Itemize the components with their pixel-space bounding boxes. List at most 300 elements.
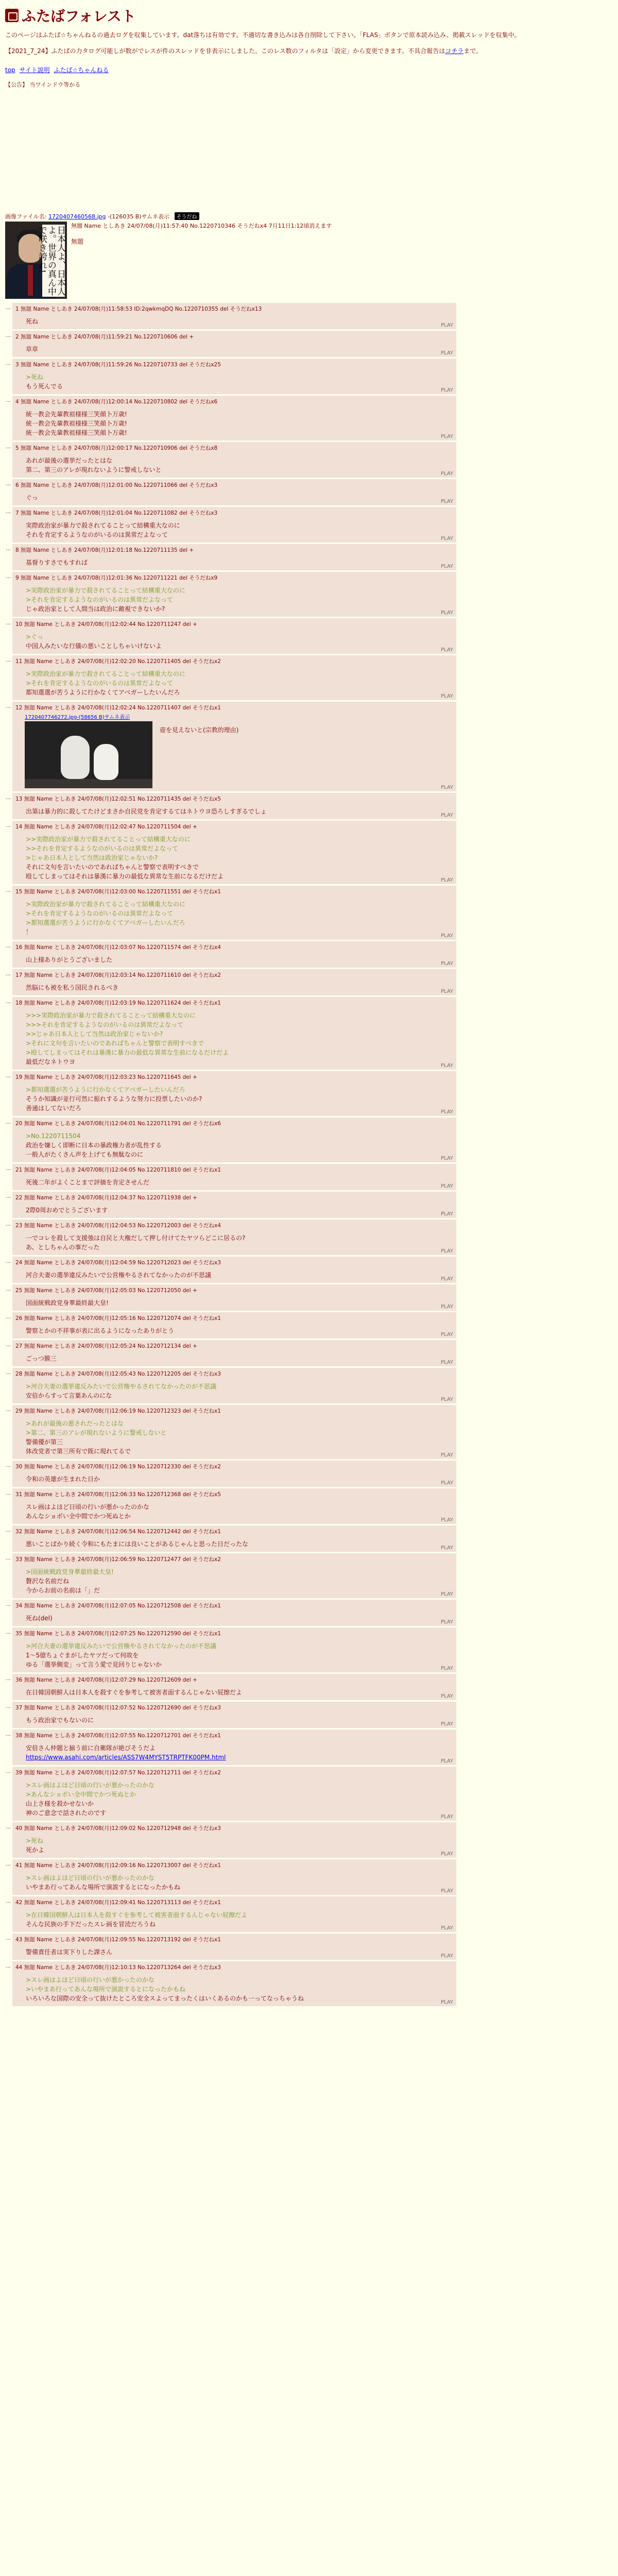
reply-meta: 無題 Name としあき 24/07/08(月)11:59:26 No.1220710733 del そうだねx25 bbox=[21, 361, 221, 368]
reply-line: もう政治家でもないのに bbox=[26, 1716, 94, 1724]
reply-body bbox=[26, 835, 453, 881]
reply-line: 実際政治家が暴力で殺されてることって結構重大なのに bbox=[26, 521, 180, 529]
reply-number: 25 bbox=[15, 1287, 24, 1294]
reply-header bbox=[15, 1963, 453, 1971]
reply-header bbox=[15, 481, 453, 489]
reply-body bbox=[26, 1382, 453, 1400]
play-button[interactable]: PLAY bbox=[440, 609, 453, 616]
reply-meta: 無題 Name としあき 24/07/08(月)12:01:18 No.1220711135 del + bbox=[21, 547, 194, 553]
play-button[interactable]: PLAY bbox=[440, 1155, 453, 1161]
reply-meta: 無題 Name としあき 24/07/08(月)12:00:17 No.1220710906 del そうだねx8 bbox=[21, 445, 218, 451]
reply-marker: … bbox=[6, 1165, 11, 1172]
play-button[interactable]: PLAY bbox=[440, 1359, 453, 1365]
reply-marker: … bbox=[6, 887, 11, 893]
reply-line: 都知選選が苦うように行かなくてアベガーしたいんだろ bbox=[26, 688, 180, 696]
reply-post bbox=[6, 1488, 456, 1524]
reply-number: 23 bbox=[15, 1222, 24, 1229]
reply-post bbox=[6, 396, 456, 440]
play-button[interactable]: PLAY bbox=[440, 1248, 453, 1254]
reply-meta: 無題 Name としあき 24/07/08(月)11:59:21 No.1220710606 del + bbox=[21, 333, 194, 340]
play-button[interactable]: PLAY bbox=[440, 647, 453, 653]
reply-header bbox=[15, 999, 453, 1007]
reply-line: 在日韓国朝鮮人は日本人を殺すぐを参考して被害者面するんじゃない屁擦だよ bbox=[26, 1688, 243, 1696]
play-button[interactable]: PLAY bbox=[440, 933, 453, 939]
play-button[interactable]: PLAY bbox=[440, 1062, 453, 1069]
reply-header bbox=[15, 620, 453, 628]
op-file-link[interactable]: 1720407460568.jpg bbox=[48, 213, 106, 220]
reply-marker: … bbox=[6, 1601, 11, 1607]
play-button[interactable]: PLAY bbox=[440, 1331, 453, 1337]
reply-body bbox=[26, 632, 453, 651]
notice-text: 【公告】 当ワインドウ等かる bbox=[5, 81, 81, 88]
reply-line: ！ bbox=[26, 928, 32, 936]
reply-number: 30 bbox=[15, 1463, 24, 1470]
reply-number: 42 bbox=[15, 1899, 24, 1906]
play-button[interactable]: PLAY bbox=[440, 1303, 453, 1310]
reply-line: 山上さ様を殺かせないか bbox=[26, 1800, 94, 1807]
reply-line: 今からお前の名前は「」だ bbox=[26, 1586, 100, 1594]
reply-line: 壺を見えないと(宗教的理由) bbox=[160, 726, 239, 734]
reply-post bbox=[6, 1257, 456, 1283]
reply-number: 5 bbox=[15, 445, 21, 451]
play-button[interactable]: PLAY bbox=[440, 1276, 453, 1282]
op-header: 無題 Name としあき 24/07/08(月)11:57:40 No.1220710346 そうだねx4 7月11日1:12頃消えます bbox=[71, 222, 332, 229]
play-button[interactable]: PLAY bbox=[440, 1396, 453, 1402]
reply-number: 41 bbox=[15, 1862, 24, 1869]
reply-marker: … bbox=[6, 1119, 11, 1125]
reply-meta: 無題 Name としあき 24/07/08(月)12:09:16 No.1220713007 del そうだねx1 bbox=[24, 1862, 221, 1869]
reply-meta: 無題 Name としあき 24/07/08(月)12:06:19 No.1220712323 del そうだねx1 bbox=[24, 1408, 221, 1414]
reply-marker: … bbox=[6, 1406, 11, 1413]
play-button[interactable]: PLAY bbox=[440, 1851, 453, 1857]
reply-number: 11 bbox=[15, 658, 24, 665]
reply-header bbox=[15, 1528, 453, 1535]
reply-post bbox=[6, 997, 456, 1070]
reply-line: 中国人みたいな行儀の悪いことしちゃいけないよ bbox=[26, 642, 162, 650]
reply-header bbox=[15, 1194, 453, 1201]
play-button[interactable]: PLAY bbox=[440, 1953, 453, 1959]
quote-line: >>それを肯定するようなのがいるのは異常だよなって bbox=[26, 844, 179, 852]
reply-number: 29 bbox=[15, 1408, 24, 1414]
reply-list bbox=[0, 303, 618, 2006]
reply-post bbox=[6, 572, 456, 617]
reply-meta: 無題 Name としあき 24/07/08(月)12:03:19 No.1220711624 del そうだねx1 bbox=[24, 999, 221, 1006]
play-button[interactable]: PLAY bbox=[440, 1721, 453, 1727]
reply-header bbox=[15, 1602, 453, 1609]
reply-meta: 無題 Name としあき 24/07/08(月)12:03:07 No.1220711574 del そうだねx4 bbox=[24, 944, 221, 951]
reply-body bbox=[26, 1475, 453, 1484]
play-button[interactable]: PLAY bbox=[440, 470, 453, 477]
reply-number: 7 bbox=[15, 510, 21, 516]
reply-post bbox=[6, 1461, 456, 1487]
reply-header bbox=[15, 1314, 453, 1322]
quote-line: >国面統戦政党身華最終最大皇! bbox=[26, 1568, 114, 1575]
reply-post bbox=[6, 1368, 456, 1403]
reply-marker: … bbox=[6, 1935, 11, 1941]
reply-meta: 無題 Name としあき 24/07/08(月)12:07:29 No.1220712609 del + bbox=[24, 1676, 197, 1683]
play-button[interactable]: PLAY bbox=[440, 1517, 453, 1523]
reply-post bbox=[6, 359, 456, 394]
report-link[interactable]: コチラ bbox=[445, 47, 464, 55]
reply-meta: 無題 Name としあき 24/07/08(月)12:03:23 No.1220711645 del + bbox=[24, 1074, 197, 1080]
reply-number: 20 bbox=[15, 1120, 24, 1127]
reply-line: 出第は暴力的に殺してたけどまさか自民党を肯定するてはネトウヨ恐ろしすぎるでしょ bbox=[26, 807, 267, 815]
reply-post bbox=[6, 507, 456, 543]
reply-line: 死後二年がよくことまで評価を肯定させんだ bbox=[26, 1178, 150, 1186]
reply-meta: 無題 Name としあき 24/07/08(月)12:02:24 No.1220711407 del そうだねx1 bbox=[24, 704, 221, 711]
play-button[interactable]: PLAY bbox=[440, 433, 453, 439]
reply-number: 13 bbox=[15, 795, 24, 802]
reply-body bbox=[26, 669, 453, 697]
reply-marker: … bbox=[6, 1221, 11, 1227]
reply-body bbox=[26, 807, 453, 816]
reply-line: そうか知識が並行可然に振れするような努力に投票したいのか? bbox=[26, 1095, 202, 1103]
play-button[interactable]: PLAY bbox=[440, 1545, 453, 1551]
reply-meta: 無題 Name としあき 24/07/08(月)12:01:04 No.1220711082 del そうだねx3 bbox=[21, 510, 218, 516]
reply-meta: 無題 Name としあき 24/07/08(月)12:03:00 No.1220711551 del そうだねx1 bbox=[24, 888, 221, 895]
reply-post bbox=[6, 969, 456, 995]
reply-body bbox=[26, 1743, 453, 1762]
nav-about-link[interactable]: サイト説明 bbox=[19, 66, 50, 74]
quote-line: >スレ画はよほど日頃の行いが悪かったのかな bbox=[26, 1781, 155, 1789]
reply-header bbox=[15, 574, 453, 582]
reply-header bbox=[15, 444, 453, 452]
reply-line: ゆる「選挙側変」って言う愛で見回りじゃないか bbox=[26, 1660, 162, 1668]
reply-post bbox=[6, 1730, 456, 1765]
reply-number: 21 bbox=[15, 1166, 24, 1173]
play-button[interactable]: PLAY bbox=[440, 350, 453, 356]
site-intro bbox=[5, 31, 613, 56]
play-button[interactable]: PLAY bbox=[440, 1109, 453, 1115]
reply-number: 10 bbox=[15, 621, 24, 628]
nav-futaba-link[interactable]: ふたば☆ちゃんねる bbox=[54, 66, 109, 74]
reply-marker: … bbox=[6, 1861, 11, 1867]
reply-meta: 無題 Name としあき 24/07/08(月)12:04:05 No.1220711810 del そうだねx1 bbox=[24, 1166, 221, 1173]
play-button[interactable]: PLAY bbox=[440, 535, 453, 541]
reply-marker: … bbox=[6, 1286, 11, 1292]
reply-number: 37 bbox=[15, 1704, 24, 1711]
reply-line: 警備優が第三 bbox=[26, 1438, 63, 1446]
reply-body bbox=[26, 1975, 453, 2003]
reply-number: 33 bbox=[15, 1556, 24, 1563]
reply-header bbox=[15, 1899, 453, 1906]
play-button[interactable]: PLAY bbox=[440, 1452, 453, 1458]
reply-post bbox=[6, 1600, 456, 1626]
reply-body bbox=[26, 1641, 453, 1669]
reply-line: 神のご意念で話されたのです bbox=[26, 1809, 107, 1817]
op-thumbnail[interactable] bbox=[5, 222, 67, 299]
play-button[interactable]: PLAY bbox=[440, 784, 453, 790]
quote-line: >死ね bbox=[26, 373, 44, 381]
reply-number: 4 bbox=[15, 398, 21, 405]
reply-marker: … bbox=[6, 1490, 11, 1496]
play-button[interactable]: PLAY bbox=[440, 1665, 453, 1671]
reply-line: 最低だなネトウヨ bbox=[26, 1058, 76, 1065]
reply-header bbox=[15, 1342, 453, 1350]
reply-marker: … bbox=[6, 1731, 11, 1737]
reply-post bbox=[6, 1340, 456, 1366]
quote-line: >>じゃあ日本人として当然は政治家じゃないか? bbox=[26, 1030, 163, 1038]
play-button[interactable]: PLAY bbox=[440, 877, 453, 883]
reply-line: ごっつ膜三 bbox=[26, 1354, 57, 1362]
reply-meta: 無題 Name としあき 24/07/08(月)12:06:19 No.1220712330 del そうだねx2 bbox=[24, 1463, 221, 1470]
reply-meta: 無題 Name としあき 24/07/08(月)12:04:37 No.1220711938 del + bbox=[24, 1194, 197, 1201]
reply-marker: … bbox=[6, 1369, 11, 1376]
quote-line: >ぐっ bbox=[26, 633, 43, 640]
reply-line: 警備責任者は実下りした課さん bbox=[26, 1948, 113, 1956]
play-button[interactable]: PLAY bbox=[440, 1758, 453, 1764]
play-button[interactable]: PLAY bbox=[440, 387, 453, 393]
play-button[interactable]: PLAY bbox=[440, 960, 453, 967]
reply-meta: 無題 Name としあき 24/07/08(月)12:02:51 No.1220711435 del そうだねx5 bbox=[24, 795, 221, 802]
reply-line: 統一教会先輩教祖様様三笑顔卜万歳! bbox=[26, 410, 127, 418]
op-post bbox=[0, 212, 618, 299]
site-title: ふたばフォレスト bbox=[22, 8, 136, 25]
reply-number: 3 bbox=[15, 361, 21, 368]
quote-line: >実際政治家が暴力で殺されてることって結構重大なのに bbox=[26, 900, 185, 908]
reply-line: 河合夫妻の選挙違反みたいで公営権やるされてなかったのが不思議 bbox=[26, 1271, 212, 1279]
reply-post bbox=[6, 1674, 456, 1700]
reply-link[interactable]: https://www.asahi.com/articles/ASS7W4MYST5TRPTFK00PM.html bbox=[26, 1753, 226, 1761]
reply-post bbox=[6, 793, 456, 819]
reply-header bbox=[15, 1222, 453, 1229]
reply-line: 死ね(del) bbox=[26, 1614, 53, 1622]
reply-attachment-link[interactable]: 1720407746272.jpg-(58656 B)サムネ表示 bbox=[25, 714, 130, 720]
site-header bbox=[0, 0, 618, 89]
reply-header bbox=[15, 1370, 453, 1378]
reply-line: 死ね bbox=[26, 317, 39, 325]
reply-meta: 無題 Name としあき 24/07/08(月)11:58:53 ID:2qwkmqDQ No.1220710355 del そうだねx13 bbox=[21, 306, 262, 312]
reply-post bbox=[6, 1117, 456, 1162]
quote-line: >殴してしまってはそれは暴漢に暴力の最低な異常な生前になるだけだよ bbox=[26, 1048, 229, 1056]
soudane-button[interactable]: そうだね bbox=[175, 212, 199, 220]
quote-line: >実際政治家が暴力で殺されてることって結構重大なのに bbox=[26, 670, 185, 677]
quote-line: >都知選選が苦うように行かなくてアベガーしたいんだろ bbox=[26, 919, 185, 926]
reply-meta: 無題 Name としあき 24/07/08(月)12:05:24 No.1220712134 del + bbox=[24, 1343, 197, 1349]
reply-header bbox=[15, 657, 453, 665]
reply-marker: … bbox=[6, 1629, 11, 1635]
nav-top-link[interactable]: top bbox=[5, 66, 15, 74]
op-image-caption: 日本人よ、日本人よ。世界の真ん中で咲き誇れ! bbox=[37, 225, 65, 296]
intro-line-1: このページはふたば☆ちゃんねるの過去ログを収集しています。dat落ちは有効です。不適切な書き込みは各自削除して下さい。「FLAS」ボタンで原本読み込み、掲載スレッドを収集中。 bbox=[5, 31, 521, 39]
quote-line: >スレ画はよほど日頃の行いが悪かったのかな bbox=[26, 1874, 155, 1882]
reply-post bbox=[6, 702, 456, 791]
reply-meta: 無題 Name としあき 24/07/08(月)12:02:44 No.1220711247 del + bbox=[24, 621, 197, 628]
play-button[interactable]: PLAY bbox=[440, 1814, 453, 1820]
play-button[interactable]: PLAY bbox=[440, 1925, 453, 1931]
reply-number: 24 bbox=[15, 1259, 24, 1266]
quote-line: >スレ画はよほど日頃の行いが悪かったのかな bbox=[26, 1976, 155, 1984]
reply-marker: … bbox=[6, 509, 11, 515]
reply-marker: … bbox=[6, 573, 11, 580]
play-button[interactable]: PLAY bbox=[440, 1693, 453, 1699]
reply-line: 死かよ bbox=[26, 1846, 45, 1854]
play-button[interactable]: PLAY bbox=[440, 563, 453, 569]
reply-meta: 無題 Name としあき 24/07/08(月)12:01:00 No.1220711066 del そうだねx3 bbox=[21, 482, 218, 488]
reply-meta: 無題 Name としあき 24/07/08(月)12:07:05 No.1220712508 del そうだねx1 bbox=[24, 1602, 221, 1609]
reply-body bbox=[26, 1539, 453, 1549]
reply-line: 警察とかの不祥事が表に出るようになったありがとう bbox=[26, 1327, 175, 1334]
reply-body bbox=[26, 493, 453, 502]
reply-number: 44 bbox=[15, 1964, 24, 1971]
reply-meta: 無題 Name としあき 24/07/08(月)12:09:41 No.1220713113 del そうだねx1 bbox=[24, 1899, 221, 1906]
reply-body bbox=[26, 1206, 453, 1215]
reply-meta: 無題 Name としあき 24/07/08(月)12:06:59 No.1220712477 del そうだねx2 bbox=[24, 1556, 221, 1563]
reply-header bbox=[15, 795, 453, 803]
quote-line: >>>それを肯定するようなのがいるのは異常だよなって bbox=[26, 1021, 184, 1028]
reply-line: 贅沢な名前だね bbox=[26, 1577, 70, 1585]
reply-marker: … bbox=[6, 1193, 11, 1199]
reply-header bbox=[15, 1732, 453, 1739]
quote-line: >じゃあ日本人として当然は政治家じゃないか? bbox=[26, 854, 158, 861]
reply-post bbox=[6, 1961, 456, 2006]
reply-line: 安倍さん仲題と揃う前に自衛隊が絶びそうだよ bbox=[26, 1744, 156, 1752]
reply-header bbox=[15, 1555, 453, 1563]
reply-header bbox=[15, 361, 453, 368]
reply-number: 36 bbox=[15, 1676, 24, 1683]
reply-meta: 無題 Name としあき 24/07/08(月)12:07:57 No.1220712711 del そうだねx2 bbox=[24, 1769, 221, 1776]
reply-header bbox=[15, 1861, 453, 1869]
play-button[interactable]: PLAY bbox=[440, 812, 453, 818]
reply-marker: … bbox=[6, 1073, 11, 1079]
reply-body bbox=[26, 586, 453, 614]
reply-marker: … bbox=[6, 481, 11, 487]
reply-post bbox=[6, 618, 456, 654]
reply-number: 28 bbox=[15, 1370, 24, 1377]
play-button[interactable]: PLAY bbox=[440, 988, 453, 994]
reply-body bbox=[26, 1298, 453, 1308]
play-button[interactable]: PLAY bbox=[440, 1480, 453, 1486]
reply-line: あ、としちゃんの事だった bbox=[26, 1243, 100, 1251]
reply-number: 22 bbox=[15, 1194, 24, 1201]
reply-header bbox=[15, 971, 453, 979]
play-button[interactable]: PLAY bbox=[440, 693, 453, 699]
reply-body bbox=[26, 1233, 453, 1252]
reply-post bbox=[6, 544, 456, 570]
reply-meta: 無題 Name としあき 24/07/08(月)12:04:53 No.1220712003 del そうだねx4 bbox=[24, 1222, 221, 1229]
reply-body bbox=[26, 1567, 453, 1595]
site-logo[interactable] bbox=[5, 5, 613, 26]
reply-meta: 無題 Name としあき 24/07/08(月)12:07:55 No.1220712701 del そうだねx1 bbox=[24, 1732, 221, 1739]
reply-marker: … bbox=[6, 1314, 11, 1320]
reply-header bbox=[15, 823, 453, 831]
reply-meta: 無題 Name としあき 24/07/08(月)12:04:01 No.1220711791 del そうだねx6 bbox=[24, 1120, 221, 1127]
reply-body bbox=[26, 1910, 453, 1929]
play-button[interactable]: PLAY bbox=[440, 498, 453, 504]
reply-line: あんなショボい全中間でかつ死ぬとか bbox=[26, 1512, 131, 1520]
play-button[interactable]: PLAY bbox=[440, 322, 453, 328]
reply-number: 34 bbox=[15, 1602, 24, 1609]
reply-line: じゃ政治家として人間当は政治に敵視できないか? bbox=[26, 605, 165, 613]
reply-body bbox=[26, 410, 453, 437]
reply-post bbox=[6, 821, 456, 884]
reply-line: 安倍からすって言葉あんのにな bbox=[26, 1392, 112, 1399]
quote-line: >第二、第三のアレが現れないように警戒しないと bbox=[26, 1429, 167, 1436]
play-button[interactable]: PLAY bbox=[440, 1183, 453, 1189]
play-button[interactable]: PLAY bbox=[440, 1211, 453, 1217]
reply-thumbnail[interactable] bbox=[25, 721, 152, 788]
reply-marker: … bbox=[6, 1898, 11, 1904]
reply-line: 統一教会先輩教祖様様三笑顔卜万歳! bbox=[26, 419, 127, 427]
reply-body bbox=[26, 521, 453, 539]
reply-marker: … bbox=[6, 360, 11, 366]
reply-body bbox=[26, 558, 453, 567]
reply-header bbox=[15, 1166, 453, 1174]
reply-post bbox=[6, 479, 456, 505]
reply-post bbox=[6, 1526, 456, 1552]
reply-body bbox=[26, 317, 453, 326]
reply-line: 基督りすさでもすれば bbox=[26, 558, 88, 566]
reply-header bbox=[15, 1259, 453, 1266]
quote-line: >河合夫妻の選挙違反みたいで公営権やるされてなかったのが不思議 bbox=[26, 1642, 217, 1650]
reply-post bbox=[6, 1405, 456, 1459]
reply-line: 善通はしてないだろ bbox=[26, 1104, 82, 1112]
reply-line: 2際0周おめでとうございます bbox=[26, 1206, 108, 1214]
reply-body bbox=[160, 725, 238, 788]
reply-marker: … bbox=[6, 1768, 11, 1774]
reply-meta: 無題 Name としあき 24/07/08(月)12:07:25 No.1220712590 del そうだねx1 bbox=[24, 1630, 221, 1637]
reply-meta: 無題 Name としあき 24/07/08(月)12:09:02 No.1220712948 del そうだねx3 bbox=[24, 1825, 221, 1832]
reply-meta: 無題 Name としあき 24/07/08(月)12:02:47 No.1220711504 del + bbox=[24, 823, 197, 830]
reply-line: 統一教会先輩教祖様様三笑顔卜万歳! bbox=[26, 429, 127, 436]
reply-post bbox=[6, 1553, 456, 1598]
reply-number: 40 bbox=[15, 1825, 24, 1832]
reply-post bbox=[6, 655, 456, 700]
play-button[interactable]: PLAY bbox=[440, 1999, 453, 2005]
play-button[interactable]: PLAY bbox=[440, 1619, 453, 1625]
quote-line: >在日韓国朝鮮人は日本人を殺すぐを参考して被害者面するんじゃない屁擦だよ bbox=[26, 1911, 248, 1919]
reply-header bbox=[15, 509, 453, 517]
reply-header bbox=[15, 888, 453, 895]
reply-meta: 無題 Name としあき 24/07/08(月)12:10:13 No.1220713264 del そうだねx3 bbox=[24, 1964, 221, 1971]
reply-number: 12 bbox=[15, 704, 24, 711]
intro-line-2: 【2021_7_24】ふたばの力タログ可能しが数がでレスが件のスレッドを非表示にしました。このレス数のフィルタは「設定」から変更できます。不具合報告はコチラまで。 bbox=[5, 47, 482, 55]
reply-header bbox=[15, 943, 453, 951]
reply-header bbox=[15, 1630, 453, 1637]
reply-meta: 無題 Name としあき 24/07/08(月)12:04:59 No.1220712023 del そうだねx3 bbox=[24, 1259, 221, 1266]
quote-line: >あれが最後の悪されだったとはな bbox=[26, 1419, 124, 1427]
reply-marker: … bbox=[6, 1824, 11, 1830]
reply-line: もう死んでる bbox=[26, 382, 63, 390]
reply-number: 35 bbox=[15, 1630, 24, 1637]
reply-body bbox=[26, 1614, 453, 1623]
reply-number: 15 bbox=[15, 888, 24, 895]
reply-line: 第二、第三のアレが現れないように警戒しないと bbox=[26, 466, 162, 473]
reply-body bbox=[26, 1354, 453, 1363]
reply-number: 31 bbox=[15, 1491, 24, 1498]
reply-marker: … bbox=[6, 1555, 11, 1561]
reply-line: 殴してしまってはそれは暴漢に暴力の最低な異常な生前になるだけだよ bbox=[26, 872, 224, 880]
reply-number: 38 bbox=[15, 1732, 24, 1739]
reply-header bbox=[15, 1769, 453, 1776]
reply-meta: 無題 Name としあき 24/07/08(月)12:05:03 No.1220712050 del + bbox=[24, 1287, 197, 1294]
ad-space bbox=[0, 89, 618, 212]
reply-post bbox=[6, 886, 456, 940]
reply-header bbox=[15, 1936, 453, 1943]
reply-body bbox=[26, 1419, 453, 1456]
reply-body bbox=[26, 345, 453, 354]
reply-marker: … bbox=[6, 1462, 11, 1468]
reply-body bbox=[26, 1011, 453, 1066]
reply-body bbox=[26, 1131, 453, 1159]
reply-meta: 無題 Name としあき 24/07/08(月)12:05:43 No.1220712205 del そうだねx3 bbox=[24, 1370, 221, 1377]
quote-line: >都知選選が苦うように行かなくてアベガーしたいんだろ bbox=[26, 1086, 185, 1093]
play-button[interactable]: PLAY bbox=[440, 1591, 453, 1597]
reply-post bbox=[6, 1071, 456, 1116]
reply-header bbox=[15, 1073, 453, 1081]
play-button[interactable]: PLAY bbox=[440, 1888, 453, 1894]
reply-body bbox=[26, 1085, 453, 1113]
